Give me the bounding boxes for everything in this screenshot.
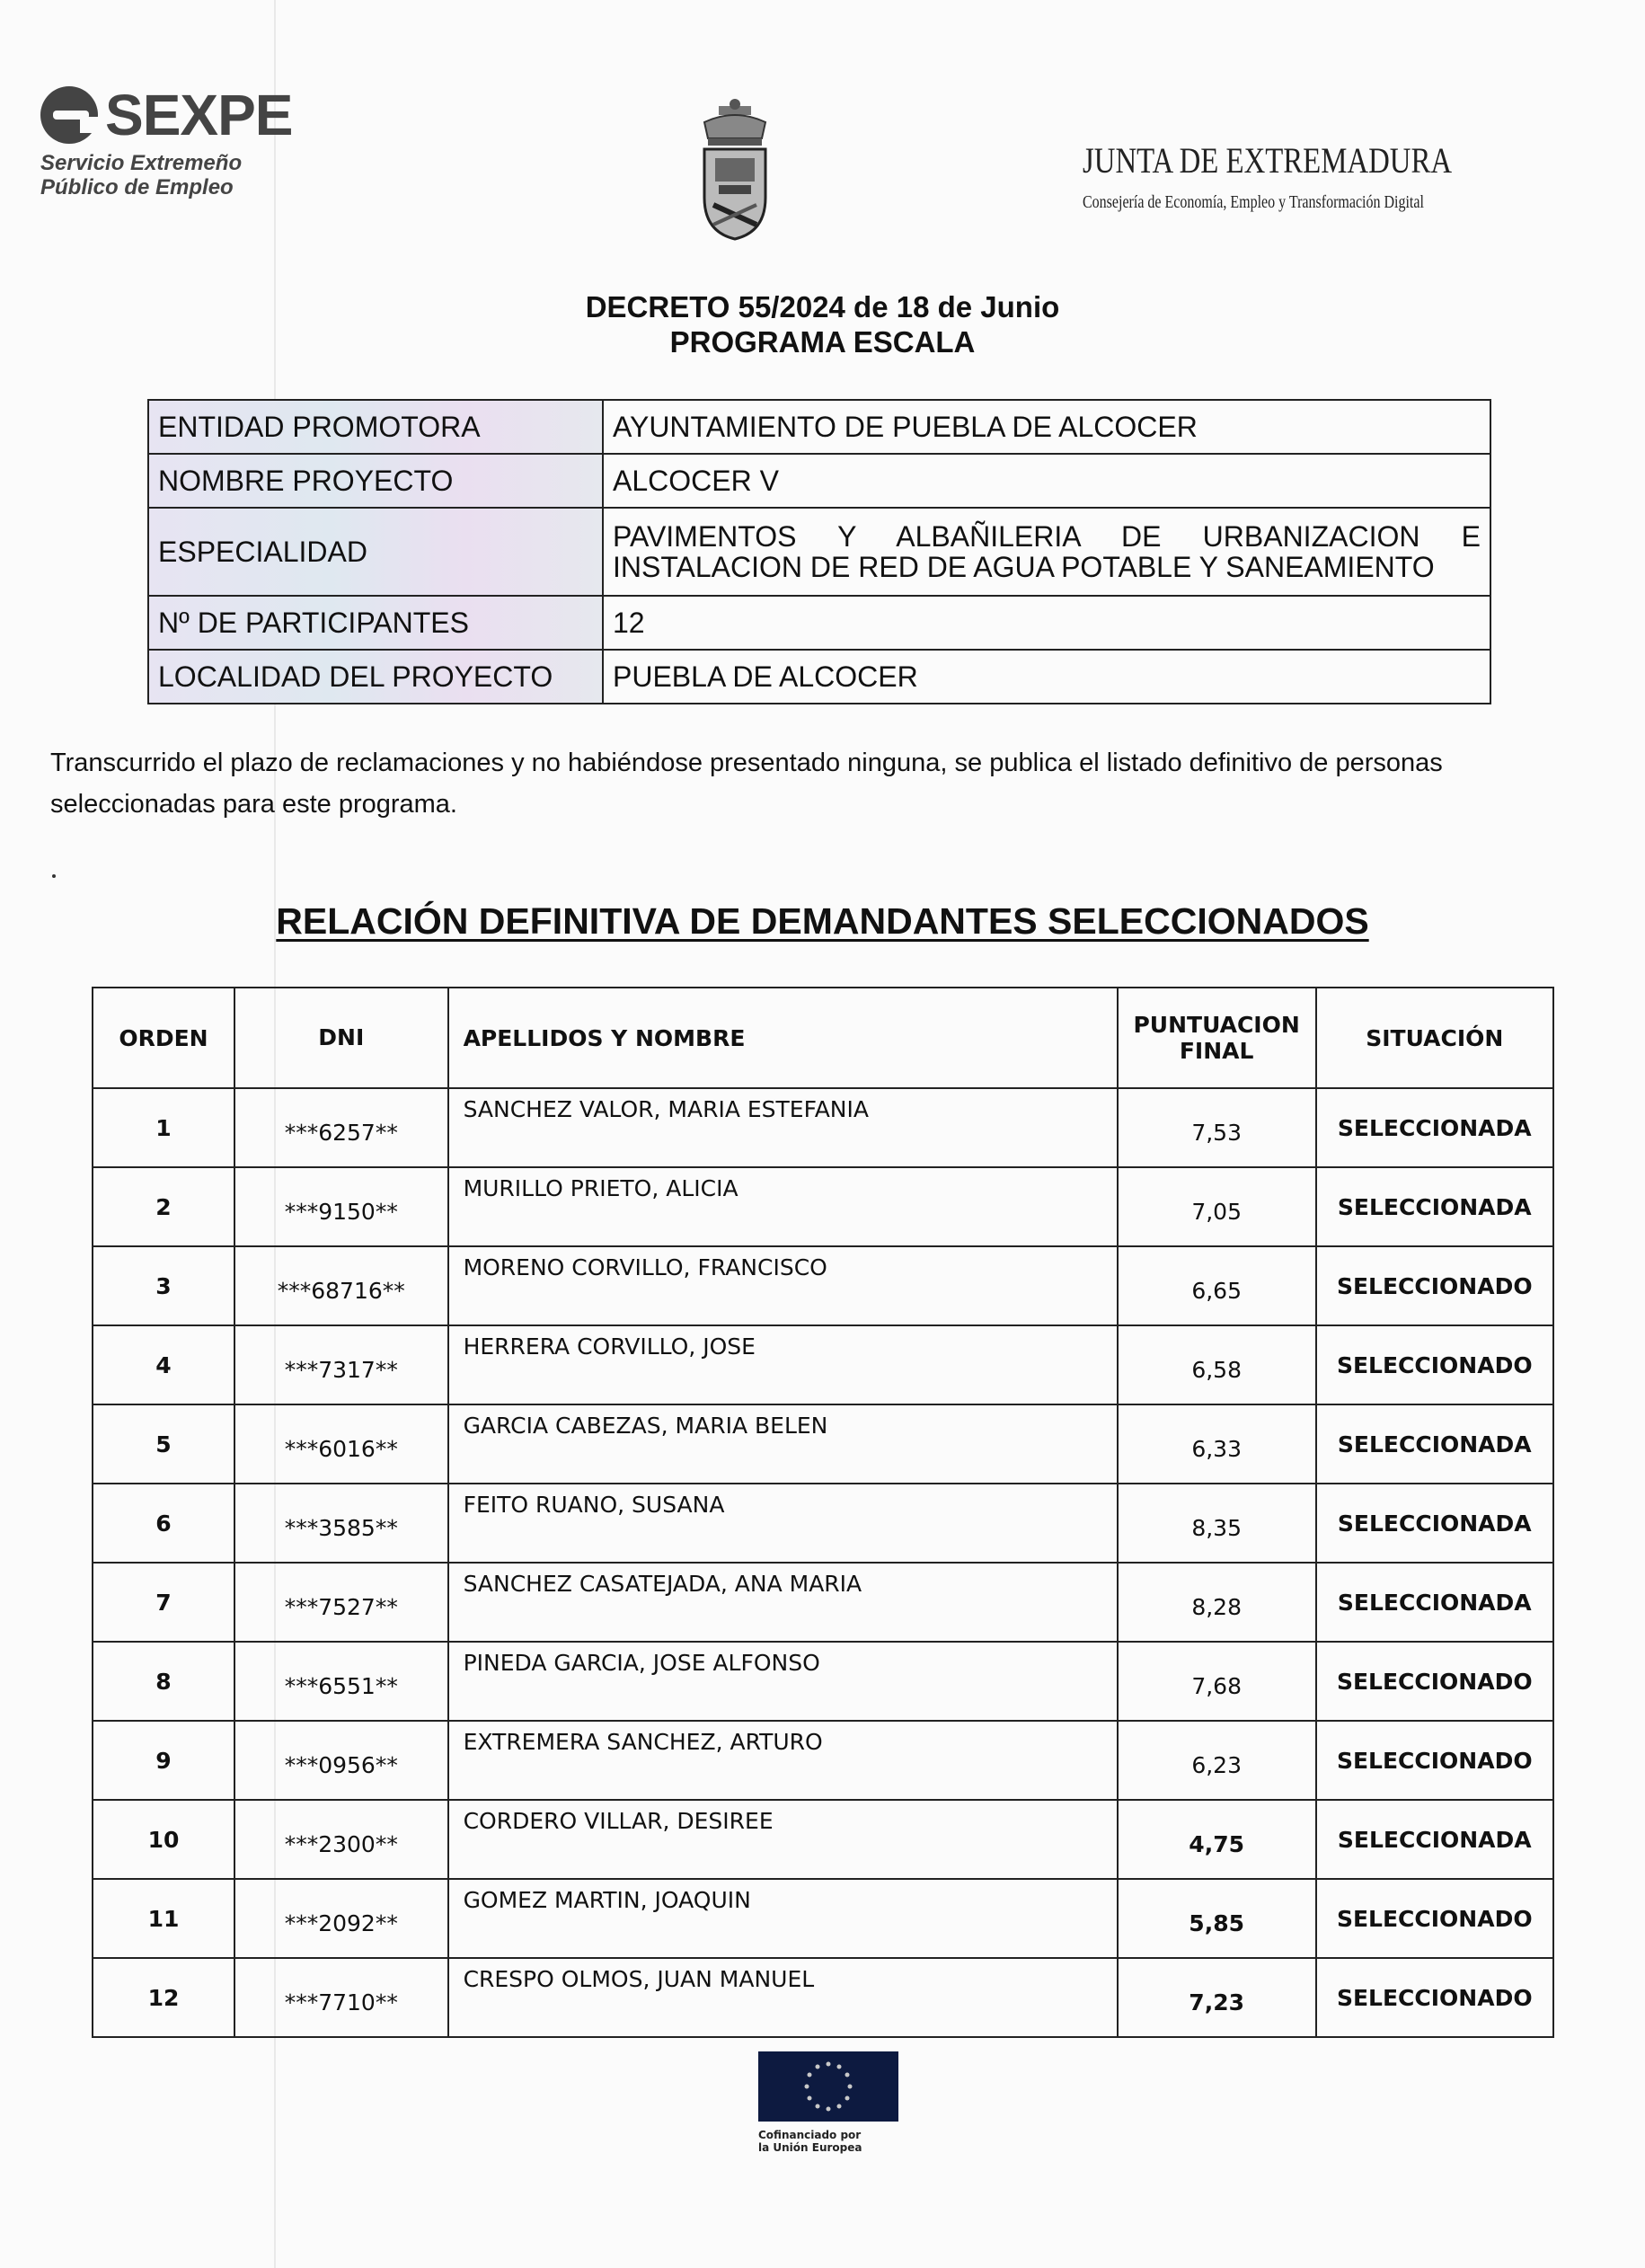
- sexpe-wordmark: SEXPE: [105, 83, 293, 147]
- eu-stars-icon: [758, 2051, 898, 2122]
- cell-orden: 9: [93, 1721, 234, 1800]
- table-row: [93, 1879, 1553, 1958]
- cell-score: 6,33: [1118, 1404, 1316, 1484]
- eu-cofinancing-label: [758, 2129, 911, 2154]
- sexpe-subtitle-2: Público de Empleo: [40, 175, 234, 199]
- info-label: Nº DE PARTICIPANTES: [148, 596, 603, 650]
- col-header-status: SITUACIÓN: [1316, 988, 1553, 1088]
- cell-orden: 11: [93, 1879, 234, 1958]
- eu-label-line1: Cofinanciado por: [758, 2129, 862, 2141]
- list-heading: RELACIÓN DEFINITIVA DE DEMANDANTES SELECCIONADOS: [276, 900, 1369, 942]
- cell-status: SELECCIONADO: [1316, 1958, 1553, 2037]
- cell-status: SELECCIONADA: [1316, 1484, 1553, 1563]
- info-value: PUEBLA DE ALCOCER: [603, 650, 1490, 704]
- cell-dni: ***2300**: [234, 1800, 448, 1879]
- cell-dni: ***6551**: [234, 1642, 448, 1721]
- selection-table: [92, 987, 1554, 2038]
- cell-orden: 8: [93, 1642, 234, 1721]
- sexpe-subtitle-1: Servicio Extremeño: [40, 151, 243, 175]
- info-label: ENTIDAD PROMOTORA: [148, 400, 603, 454]
- info-row: [148, 400, 1490, 454]
- cell-orden: 7: [93, 1563, 234, 1642]
- info-value: AYUNTAMIENTO DE PUEBLA DE ALCOCER: [603, 400, 1490, 454]
- decree-title: DECRETO 55/2024 de 18 de Junio: [585, 290, 1060, 323]
- cell-orden: 12: [93, 1958, 234, 2037]
- eu-flag-icon: [758, 2051, 898, 2122]
- junta-subtitle: Consejería de Economía, Empleo y Transformación Digital: [1083, 192, 1424, 212]
- col-header-dni: DNI: [234, 988, 448, 1088]
- cell-score: 5,85: [1118, 1879, 1316, 1958]
- coat-of-arms-icon: [692, 99, 778, 243]
- cell-orden: 6: [93, 1484, 234, 1563]
- cell-name: CORDERO VILLAR, DESIREE: [448, 1800, 1118, 1879]
- cell-status: SELECCIONADO: [1316, 1721, 1553, 1800]
- info-value-multiline: [603, 508, 1490, 596]
- table-row: [93, 1721, 1553, 1800]
- cell-status: SELECCIONADA: [1316, 1404, 1553, 1484]
- table-row: [93, 1325, 1553, 1404]
- cell-name: CRESPO OLMOS, JUAN MANUEL: [448, 1958, 1118, 2037]
- cell-dni: ***6257**: [234, 1088, 448, 1167]
- cell-name: GOMEZ MARTIN, JOAQUIN: [448, 1879, 1118, 1958]
- cell-name: SANCHEZ VALOR, MARIA ESTEFANIA: [448, 1088, 1118, 1167]
- cell-orden: 2: [93, 1167, 234, 1246]
- cell-score: 7,53: [1118, 1088, 1316, 1167]
- table-row: [93, 1088, 1553, 1167]
- junta-title: JUNTA DE EXTREMADURA: [1083, 140, 1453, 181]
- col-header-orden: ORDEN: [93, 988, 234, 1088]
- table-row: [93, 1167, 1553, 1246]
- cell-dni: ***9150**: [234, 1167, 448, 1246]
- cell-score: 8,28: [1118, 1563, 1316, 1642]
- cell-orden: 4: [93, 1325, 234, 1404]
- cell-name: FEITO RUANO, SUSANA: [448, 1484, 1118, 1563]
- info-value-line-2: INSTALACION DE RED DE AGUA POTABLE Y SANEAMIENTO: [613, 551, 1435, 583]
- project-info-table: [147, 399, 1491, 704]
- cell-orden: 5: [93, 1404, 234, 1484]
- info-label: ESPECIALIDAD: [148, 508, 603, 596]
- cell-status: SELECCIONADA: [1316, 1563, 1553, 1642]
- cell-score: 6,65: [1118, 1246, 1316, 1325]
- cell-score: 6,23: [1118, 1721, 1316, 1800]
- cell-orden: 10: [93, 1800, 234, 1879]
- table-row: [93, 1958, 1553, 2037]
- info-value: 12: [603, 596, 1490, 650]
- col-header-score-line1: PUNTUACION: [1133, 1011, 1300, 1038]
- cell-name: MORENO CORVILLO, FRANCISCO: [448, 1246, 1118, 1325]
- junta-logo: [1083, 139, 1550, 213]
- cell-status: SELECCIONADO: [1316, 1246, 1553, 1325]
- info-row: [148, 508, 1490, 596]
- cell-status: SELECCIONADA: [1316, 1088, 1553, 1167]
- cell-dni: ***7317**: [234, 1325, 448, 1404]
- table-row: [93, 1404, 1553, 1484]
- col-header-score: [1118, 988, 1316, 1088]
- cell-dni: ***2092**: [234, 1879, 448, 1958]
- info-label: LOCALIDAD DEL PROYECTO: [148, 650, 603, 704]
- cell-orden: 1: [93, 1088, 234, 1167]
- stray-dot: [52, 874, 56, 878]
- cell-status: SELECCIONADO: [1316, 1642, 1553, 1721]
- cell-name: MURILLO PRIETO, ALICIA: [448, 1167, 1118, 1246]
- cell-status: SELECCIONADO: [1316, 1879, 1553, 1958]
- cell-name: SANCHEZ CASATEJADA, ANA MARIA: [448, 1563, 1118, 1642]
- info-value: ALCOCER V: [603, 454, 1490, 508]
- cell-score: 6,58: [1118, 1325, 1316, 1404]
- cell-status: SELECCIONADA: [1316, 1800, 1553, 1879]
- cell-dni: ***6016**: [234, 1404, 448, 1484]
- table-header-row: [93, 988, 1553, 1088]
- intro-paragraph: Transcurrido el plazo de reclamaciones y no habiéndose presentado ninguna, se publica el listado definitivo de personas seleccionadas para este programa.: [50, 749, 1443, 819]
- info-value-line-1: PAVIMENTOS Y ALBAÑILERIA DE URBANIZACION E: [613, 520, 1481, 553]
- info-row: [148, 650, 1490, 704]
- document-title: [0, 289, 1645, 359]
- info-row: [148, 454, 1490, 508]
- cell-score: 7,23: [1118, 1958, 1316, 2037]
- cell-status: SELECCIONADA: [1316, 1167, 1553, 1246]
- info-row: [148, 596, 1490, 650]
- table-row: [93, 1484, 1553, 1563]
- info-label: NOMBRE PROYECTO: [148, 454, 603, 508]
- cell-score: 8,35: [1118, 1484, 1316, 1563]
- cell-orden: 3: [93, 1246, 234, 1325]
- col-header-score-line2: FINAL: [1179, 1037, 1254, 1064]
- cell-name: GARCIA CABEZAS, MARIA BELEN: [448, 1404, 1118, 1484]
- cell-name: PINEDA GARCIA, JOSE ALFONSO: [448, 1642, 1118, 1721]
- program-title: PROGRAMA ESCALA: [669, 325, 976, 359]
- cell-name: EXTREMERA SANCHEZ, ARTURO: [448, 1721, 1118, 1800]
- col-header-name: APELLIDOS Y NOMBRE: [448, 988, 1118, 1088]
- cell-score: 4,75: [1118, 1800, 1316, 1879]
- table-row: [93, 1246, 1553, 1325]
- cell-dni: ***68716**: [234, 1246, 448, 1325]
- cell-status: SELECCIONADO: [1316, 1325, 1553, 1404]
- cell-name: HERRERA CORVILLO, JOSE: [448, 1325, 1118, 1404]
- cell-dni: ***3585**: [234, 1484, 448, 1563]
- cell-dni: ***7710**: [234, 1958, 448, 2037]
- sexpe-e-icon: [40, 86, 98, 144]
- table-row: [93, 1642, 1553, 1721]
- cell-dni: ***0956**: [234, 1721, 448, 1800]
- sexpe-logo: [40, 79, 337, 199]
- table-row: [93, 1800, 1553, 1879]
- table-row: [93, 1563, 1553, 1642]
- cell-score: 7,05: [1118, 1167, 1316, 1246]
- eu-label-line2: la Unión Europea: [758, 2141, 862, 2154]
- cell-dni: ***7527**: [234, 1563, 448, 1642]
- cell-score: 7,68: [1118, 1642, 1316, 1721]
